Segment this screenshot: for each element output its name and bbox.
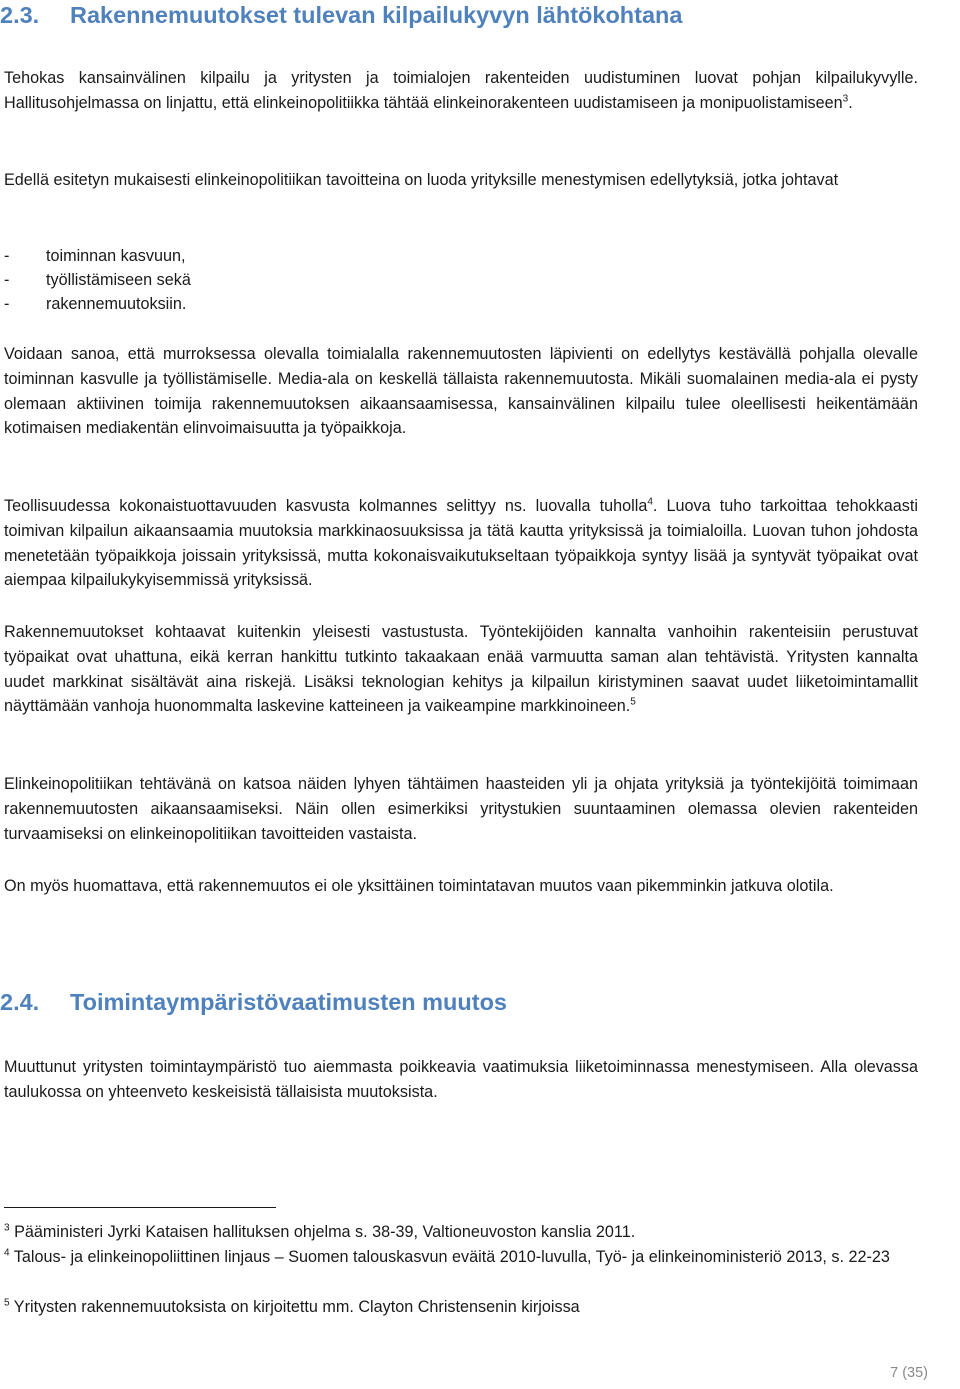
list-item-text: rakennemuutoksiin. xyxy=(46,295,187,313)
paragraph-text: Rakennemuutokset kohtaavat kuitenkin yleisesti vastustusta. Työntekijöiden kannalta vanhoihin rakenteisiin perustuvat työpaikat ovat uhattuna, eikä kerran hankittu tutkinto takaakaan enää varmuutta saman alan tehtävistä. Yritysten kannalta uudet markkinat sisältävät aina riskejä. Lisäksi teknologian kehitys ja kilpailun kiristyminen saavat uudet liiketoimintamallit näyttämään vanhoja huonommalta laskevine katteineen ja vaikeampine markkinoineen. xyxy=(4,623,918,716)
footnote-marker: 5 xyxy=(4,1297,10,1309)
list-marker: - xyxy=(4,295,10,313)
section-title: Toimintaympäristövaatimusten muutos xyxy=(70,989,507,1015)
list-item-text: työllistämiseen sekä xyxy=(46,271,191,289)
section-number: 2.3. xyxy=(0,2,40,28)
paragraph-text: Elinkeinopolitiikan tehtävänä on katsoa näiden lyhyen tähtäimen haasteiden yli ja ohjata yrityksiä ja työntekijöitä toimimaan rakennemuutosten aikaansaamiseksi. Näin ollen esimerkiksi yritystukien suuntaaminen olemassa olevien rakenteiden turvaamiseksi on elinkeinopolitiikan tavoitteiden vastaista. xyxy=(4,775,918,843)
section-title: Rakennemuutokset tulevan kilpailukyvyn lähtökohtana xyxy=(70,2,683,28)
paragraph-text: On myös huomattava, että rakennemuutos ei ole yksittäinen toimintatavan muutos vaan pikemminkin jatkuva olotila. xyxy=(4,877,834,895)
list-marker: - xyxy=(4,247,10,265)
paragraph-competition: Tehokas kansainvälinen kilpailu ja yritysten ja toimialojen rakenteiden uudistuminen luovat pohjan kilpailukyvylle. Hallitusohjelmassa on linjattu, että elinkeinopolitiikka tähtää elinkeinorakenteen uudistamiseen ja monipuolistamiseen$^3$. xyxy=(4,69,918,112)
section-number: 2.4. xyxy=(0,989,40,1015)
footnote-ref-4: 4 xyxy=(647,496,653,508)
paragraph-media-industry xyxy=(4,342,918,441)
footnote-ref-5: 5 xyxy=(630,697,636,708)
paragraph-resistance xyxy=(4,620,918,719)
footnote-text: Pääministeri Jyrki Kataisen hallituksen ohjelma s. 38-39, Valtioneuvoston kanslia 2011. xyxy=(14,1223,636,1241)
page-number: 7 (35) xyxy=(890,1365,928,1381)
footnote-marker: 4 xyxy=(4,1247,10,1259)
section-heading-2-3 xyxy=(0,4,682,28)
footnote-ref-3: 3 xyxy=(842,93,849,105)
list-item-text: toiminnan kasvuun, xyxy=(46,247,186,265)
paragraph-text: Edellä esitetyn mukaisesti elinkeinopolitiikan tavoitteina on luoda yrityksille menestymisen edellytyksiä, jotka johtavat xyxy=(4,171,839,189)
paragraph-environment-change xyxy=(4,1055,918,1105)
paragraph-text: Tehokas kansainvälinen kilpailu ja yritysten ja toimialojen rakenteiden uudistuminen luovat pohjan kilpailukyvylle. Hallitusohjelmassa on linjattu, että elinkeinopolitiikka tähtää elinkeinorakenteen uudistamiseen ja monipuolistamiseen xyxy=(4,69,918,112)
paragraph-text: Voidaan sanoa, että murroksessa olevalla toimialalla rakennemuutosten läpivienti on edellytys kestävällä pohjalla olevalle toiminnan kasvulle ja työllistämiselle. Media-ala on keskellä tällaista rakennemuutosta. Mikäli suomalainen media-ala ei pysty olemaan aktiivinen toimija rakennemuutoksen aikaansaamisessa, kansainvälinen kilpailu tulee oleellisesti heikentämään kotimaisen mediakentän elinvoimaisuutta ja työpaikkoja. xyxy=(4,345,918,438)
list-item xyxy=(4,292,186,317)
footnote-text: Talous- ja elinkeinopoliittinen linjaus – Suomen talouskasvun eväitä 2010-luvulla, Työ- ja elinkeinoministeriö 2013, s. 22-23 xyxy=(13,1248,890,1266)
list-item xyxy=(4,268,191,293)
paragraph-text: Muuttunut yritysten toimintaympäristö tuo aiemmasta poikkeavia vaatimuksia liiketoiminnassa menestymiseen. Alla olevassa taulukossa on yhteenveto keskeisistä tällaisista muutoksista. xyxy=(4,1058,918,1101)
list-item xyxy=(4,244,185,269)
section-heading-2-4 xyxy=(0,991,507,1015)
paragraph-text: Teollisuudessa kokonaistuottavuuden kasvusta kolmannes selittyy ns. luovalla tuholla xyxy=(4,497,648,515)
footnote-text: Yritysten rakennemuutoksista on kirjoitettu mm. Clayton Christensenin kirjoissa xyxy=(13,1298,580,1316)
footnote-4 xyxy=(4,1245,918,1270)
paragraph-goals xyxy=(4,168,918,193)
list-marker: - xyxy=(4,271,10,289)
paragraph-continuous-state xyxy=(4,874,918,899)
paragraph-policy-task xyxy=(4,772,918,846)
footnote-separator xyxy=(4,1207,276,1208)
paragraph-creative-destruction xyxy=(4,494,918,593)
paragraph-text-continued: . Luova tuho tarkoittaa tehokkaasti toimivan kilpailun aikaansaamia muutoksia markkinaosuuksissa ja tätä kautta yrityksissä ja toimialoilla. Luovan tuhon johdosta menetetään työpaikkoja joissain yrityksissä, mutta kokonaisvaikutukseltaan työpaikkoja syntyy lisää ja syntyvät työpaikat ovat aiempaa kilpailukykyisemmissä yrityksissä. xyxy=(4,497,918,590)
footnote-marker: 3 xyxy=(4,1222,10,1234)
footnote-3 xyxy=(4,1220,918,1245)
footnote-5 xyxy=(4,1295,918,1320)
